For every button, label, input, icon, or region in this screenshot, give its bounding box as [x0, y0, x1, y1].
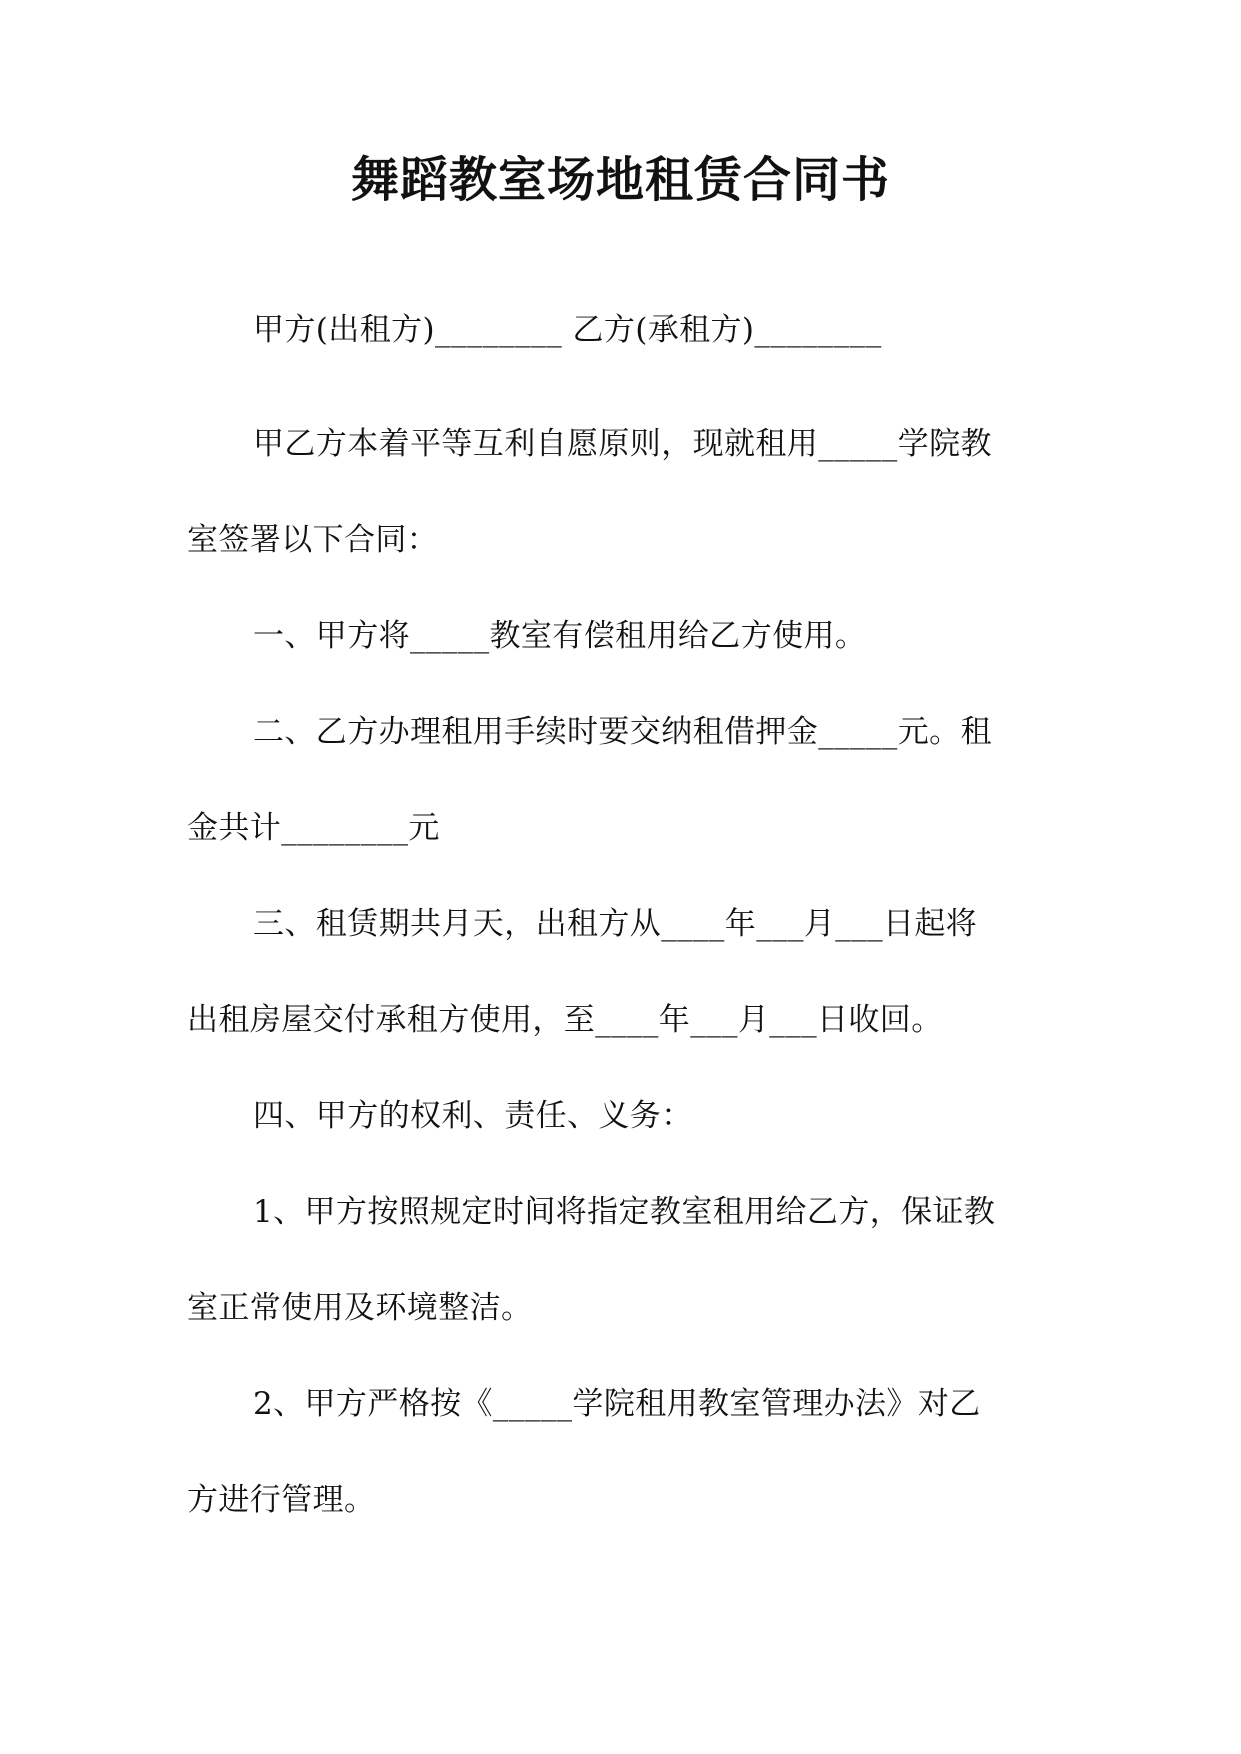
paragraph-line: 1、甲方按照规定时间将指定教室租用给乙方，保证教: [253, 1194, 996, 1230]
paragraph-line: 甲方(出租方)________ 乙方(承租方)________: [253, 312, 882, 348]
clause-2-paragraph: [187, 684, 1035, 876]
clause-1-paragraph: [187, 588, 1035, 684]
clause-4-item-1: [187, 1164, 1035, 1356]
preamble-paragraph: [187, 396, 1035, 588]
paragraph-line: 室正常使用及环境整洁。: [187, 1290, 533, 1326]
paragraph-line: 出租房屋交付承租方使用，至____年___月___日收回。: [187, 1002, 943, 1038]
document-body: [187, 300, 1035, 1548]
paragraph-line: 室签署以下合同：: [187, 522, 439, 558]
paragraph-line: 甲乙方本着平等互利自愿原则，现就租用_____学院教: [253, 426, 992, 462]
paragraph-line: 一、甲方将_____教室有偿租用给乙方使用。: [253, 618, 867, 654]
clause-4-heading: [187, 1068, 1035, 1164]
paragraph-line: 三、租赁期共月天，出租方从____年___月___日起将: [253, 906, 978, 942]
paragraph-line: 金共计________元: [187, 810, 440, 846]
clause-3-paragraph: [187, 876, 1035, 1068]
paragraph-line: 四、甲方的权利、责任、义务：: [253, 1098, 693, 1134]
paragraph-line: 二、乙方办理租用手续时要交纳租借押金_____元。租: [253, 714, 992, 750]
clause-4-item-2: [187, 1356, 1035, 1548]
document-title: 舞蹈教室场地租赁合同书: [350, 152, 890, 208]
parties-paragraph: [187, 300, 1035, 360]
paragraph-line: 方进行管理。: [187, 1482, 376, 1518]
paragraph-line: 2、甲方严格按《_____学院租用教室管理办法》对乙: [253, 1386, 981, 1422]
